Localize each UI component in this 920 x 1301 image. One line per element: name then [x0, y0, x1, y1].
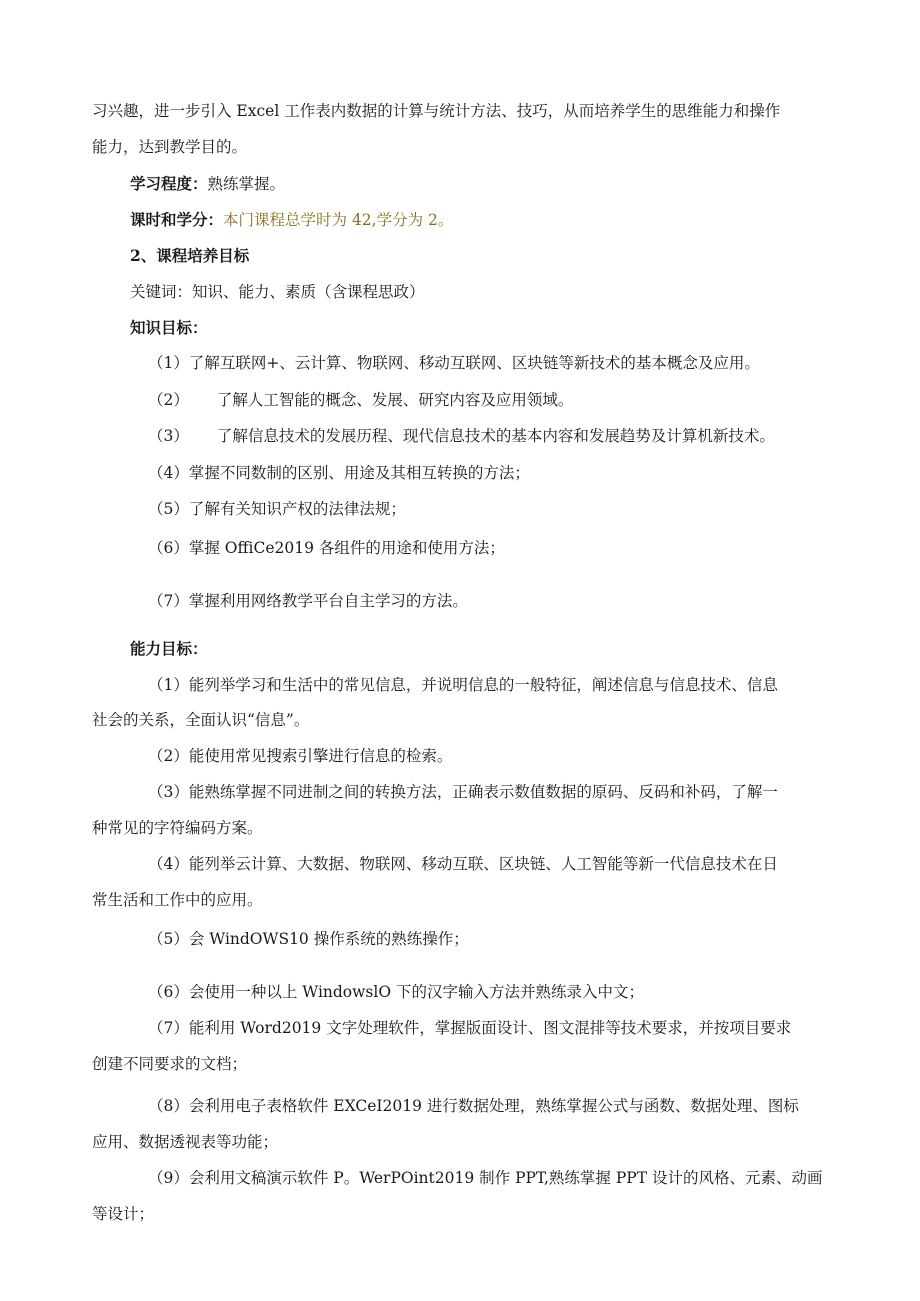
knowledge-item-2	[148, 389, 573, 411]
keywords-line: 关键词：知识、能力、素质（含课程思政）	[130, 283, 425, 301]
ability-item-8-line-2: 应用、数据透视表等功能；	[92, 1133, 279, 1151]
knowledge-item-text: 掌握 OffiCe2019 各组件的用途和使用方法；	[188, 539, 505, 557]
knowledge-item-text: 掌握利用网络教学平台自主学习的方法。	[188, 592, 468, 610]
ability-item-1-line-2: 社会的关系，全面认识“信息”。	[92, 711, 310, 729]
knowledge-item-text: 了解信息技术的发展历程、现代信息技术的基本内容和发展趋势及计算机新技术。	[216, 427, 775, 445]
ability-item-5: （5）会 WindOWS10 操作系统的熟练操作；	[148, 930, 469, 948]
ability-item-8-line-1: （8）会利用电子表格软件 EXCeI2019 进行数据处理，熟练掌握公式与函数、数据处理、图标	[148, 1097, 799, 1115]
knowledge-item-6	[148, 537, 505, 559]
knowledge-item-7	[148, 590, 468, 612]
hours-credits	[130, 209, 453, 231]
ability-item-1-line-1: （1）能列举学习和生活中的常见信息，并说明信息的一般特征，阐述信息与信息技术、信息	[148, 676, 778, 694]
ability-item-7-line-1: （7）能利用 Word2019 文字处理软件，掌握版面设计、图文混排等技术要求，并按项目要求	[148, 1019, 792, 1037]
knowledge-item-text: 了解有关知识产权的法律法规；	[188, 500, 406, 518]
knowledge-item-number: （1）	[148, 354, 189, 372]
study-level-label: 学习程度：	[130, 174, 208, 193]
knowledge-item-3	[148, 425, 775, 447]
study-level	[130, 173, 285, 195]
ability-item-3-line-1: （3）能熟练掌握不同进制之间的转换方法，正确表示数值数据的原码、反码和补码，了解一	[148, 783, 778, 801]
ability-item-6: （6）会使用一种以上 WindowslO 下的汉字输入方法并熟练录入中文；	[148, 983, 644, 1001]
knowledge-item-4	[148, 462, 530, 484]
knowledge-item-text: 掌握不同数制的区别、用途及其相互转换的方法；	[188, 464, 530, 482]
knowledge-item-number: （2）	[148, 391, 189, 409]
ability-item-9-line-1: （9）会利用文稿演示软件 P。WerPOint2019 制作 PPT,熟练掌握 PPT 设计的风格、元素、动画	[148, 1169, 823, 1187]
hours-credits-label: 课时和学分：	[130, 210, 224, 229]
section-2-title: 2、课程培养目标	[130, 246, 250, 265]
knowledge-item-number: （6）	[148, 539, 189, 557]
ability-item-4-line-2: 常生活和工作中的应用。	[92, 891, 263, 909]
knowledge-item-1	[148, 352, 760, 374]
intro-line-2: 能力，达到教学目的。	[92, 138, 248, 156]
ability-item-4-line-1: （4）能列举云计算、大数据、物联网、移动互联、区块链、人工智能等新一代信息技术在日	[148, 855, 778, 873]
knowledge-item-number: （3）	[148, 427, 189, 445]
intro-line-1: 习兴趣，进一步引入 Excel 工作表内数据的计算与统计方法、技巧，从而培养学生的思维能力和操作	[92, 102, 781, 120]
knowledge-item-number: （5）	[148, 500, 189, 518]
knowledge-item-number: （4）	[148, 464, 189, 482]
study-level-value: 熟练掌握。	[207, 175, 286, 193]
knowledge-item-text: 了解互联网+、云计算、物联网、移动互联网、区块链等新技术的基本概念及应用。	[188, 354, 760, 372]
knowledge-title: 知识目标：	[130, 318, 208, 337]
ability-item-9-line-2: 等设计；	[92, 1205, 155, 1223]
knowledge-item-text: 了解人工智能的概念、发展、研究内容及应用领域。	[216, 391, 574, 409]
hours-credits-value: 本门课程总学时为 42,学分为 2。	[223, 211, 454, 229]
ability-title: 能力目标：	[130, 639, 208, 658]
ability-item-7-line-2: 创建不同要求的文档；	[92, 1055, 248, 1073]
ability-item-2: （2）能使用常见搜索引擎进行信息的检索。	[148, 747, 453, 765]
ability-item-3-line-2: 种常见的字符编码方案。	[92, 819, 263, 837]
knowledge-item-number: （7）	[148, 592, 189, 610]
knowledge-item-5	[148, 498, 406, 520]
